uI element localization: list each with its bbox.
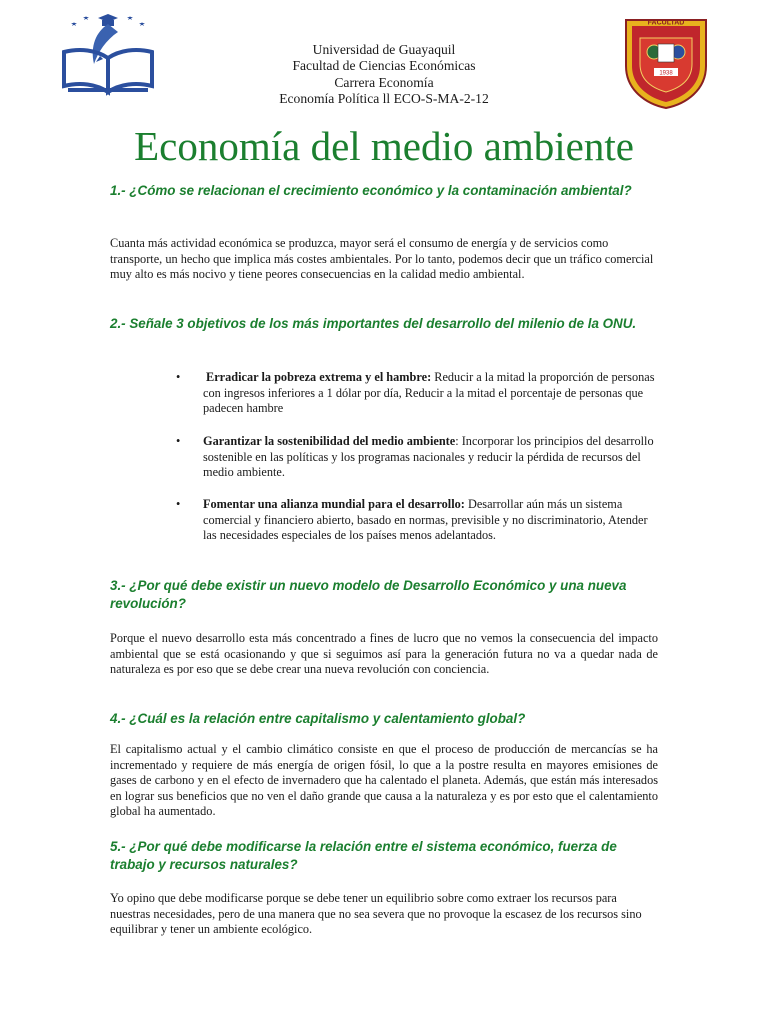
- list-item-heading: Garantizar la sostenibilidad del medio ambiente: [203, 434, 456, 448]
- question-text: ¿Cómo se relacionan el crecimiento económico y la contaminación ambiental?: [125, 183, 632, 198]
- seal-top-text: FACULTAD: [647, 19, 685, 27]
- list-item-text: [203, 370, 660, 417]
- list-item-body: : Incorporar los principios del desarrollo sostenible en las políticas y los programas nacionales y reducir la pérdida de recursos del medio ambiente.: [203, 434, 654, 479]
- page-title: Economía del medio ambiente: [134, 123, 634, 169]
- university-logo-icon: [58, 12, 158, 96]
- seal-year: 1938: [659, 70, 673, 77]
- answer-1-paragraph: Cuanta más actividad económica se produzca, mayor será el consumo de energía y de servicios como transporte, un hecho que implica más costes ambientales. Por lo tanto, podemos decir que un tráfico comercial muy alto es más nocivo y tiene peores consecuencias en la calidad medio ambiental.: [110, 236, 654, 281]
- question-text: ¿Cuál es la relación entre capitalismo y calentamiento global?: [125, 711, 526, 726]
- question-number: 1.-: [110, 183, 126, 198]
- answer-3-paragraph: Porque el nuevo desarrollo esta más concentrado a fines de lucro que no vemos la consecuencia del impacto ambiental que se está ocasionando y que si seguimos así para la generación futura no va a quedar nada de naturaleza es por eso que se debe crear una nueva revolución con conciencia.: [110, 631, 658, 676]
- question-text: ¿Por qué debe existir un nuevo modelo de Desarrollo Económico y una nueva revolución?: [110, 578, 627, 611]
- question-5-heading: [110, 838, 655, 873]
- list-item-body: Reducir a la mitad la proporción de personas con ingresos inferiores a 1 dólar por día, Reducir a la mitad el porcentaje de personas que padecen hambre: [203, 370, 655, 415]
- career-name: Carrera Economía: [334, 74, 434, 90]
- answer-4-paragraph: El capitalismo actual y el cambio climático consiste en que el proceso de producción de mercancías se ha incrementado y requiere de más energía de origen fósil, lo que a la postre resulta en mayores emisiones de gases de carbono y en el efecto de invernadero que ha calentado el planeta. Además, que están más interesados en lograr sus beneficios que no ven el daño grande que causa a la naturaleza y es por esto que el calentamiento global ha aumentado.: [110, 742, 658, 818]
- question-4-heading: [110, 710, 655, 728]
- answer-5-paragraph: Yo opino que debe modificarse porque se debe tener un equilibrio sobre como extraer los recursos para nuestras necesidades, pero de una manera que no sea severa que no provoque la escasez de los recursos sino equilibrar y tener un ambiente ecológico.: [110, 891, 642, 936]
- bullet-icon: •: [176, 497, 181, 511]
- question-number: 3.-: [110, 578, 126, 593]
- list-item-heading: Erradicar la pobreza extrema y el hambre:: [206, 370, 432, 384]
- question-number: 5.-: [110, 839, 126, 854]
- question-2-heading: [110, 315, 655, 333]
- list-item-heading: Fomentar una alianza mundial para el desarrollo:: [203, 497, 465, 511]
- document-header: [184, 42, 584, 108]
- list-item-body: Desarrollar aún más un sistema comercial y financiero abierto, basado en normas, previsible y no discriminatorio, Atender las necesidades especiales de los países menos adelantados.: [203, 497, 648, 542]
- question-1-heading: [110, 182, 655, 200]
- question-number: 4.-: [110, 711, 126, 726]
- faculty-name: Facultad de Ciencias Económicas: [292, 58, 476, 74]
- question-number: 2.-: [110, 316, 126, 331]
- question-text: Señale 3 objetivos de los más importantes del desarrollo del milenio de la ONU.: [125, 316, 637, 331]
- course-code: Economía Política ll ECO-S-MA-2-12: [279, 91, 489, 107]
- list-item-text: [203, 434, 660, 481]
- university-name: Universidad de Guayaquil: [312, 42, 456, 57]
- bullet-icon: •: [176, 434, 181, 448]
- faculty-seal-icon: [620, 14, 712, 110]
- bullet-icon: •: [176, 370, 181, 384]
- list-item-text: [203, 497, 660, 544]
- question-text: ¿Por qué debe modificarse la relación entre el sistema económico, fuerza de trabajo y recursos naturales?: [110, 839, 617, 872]
- question-3-heading: [110, 577, 655, 612]
